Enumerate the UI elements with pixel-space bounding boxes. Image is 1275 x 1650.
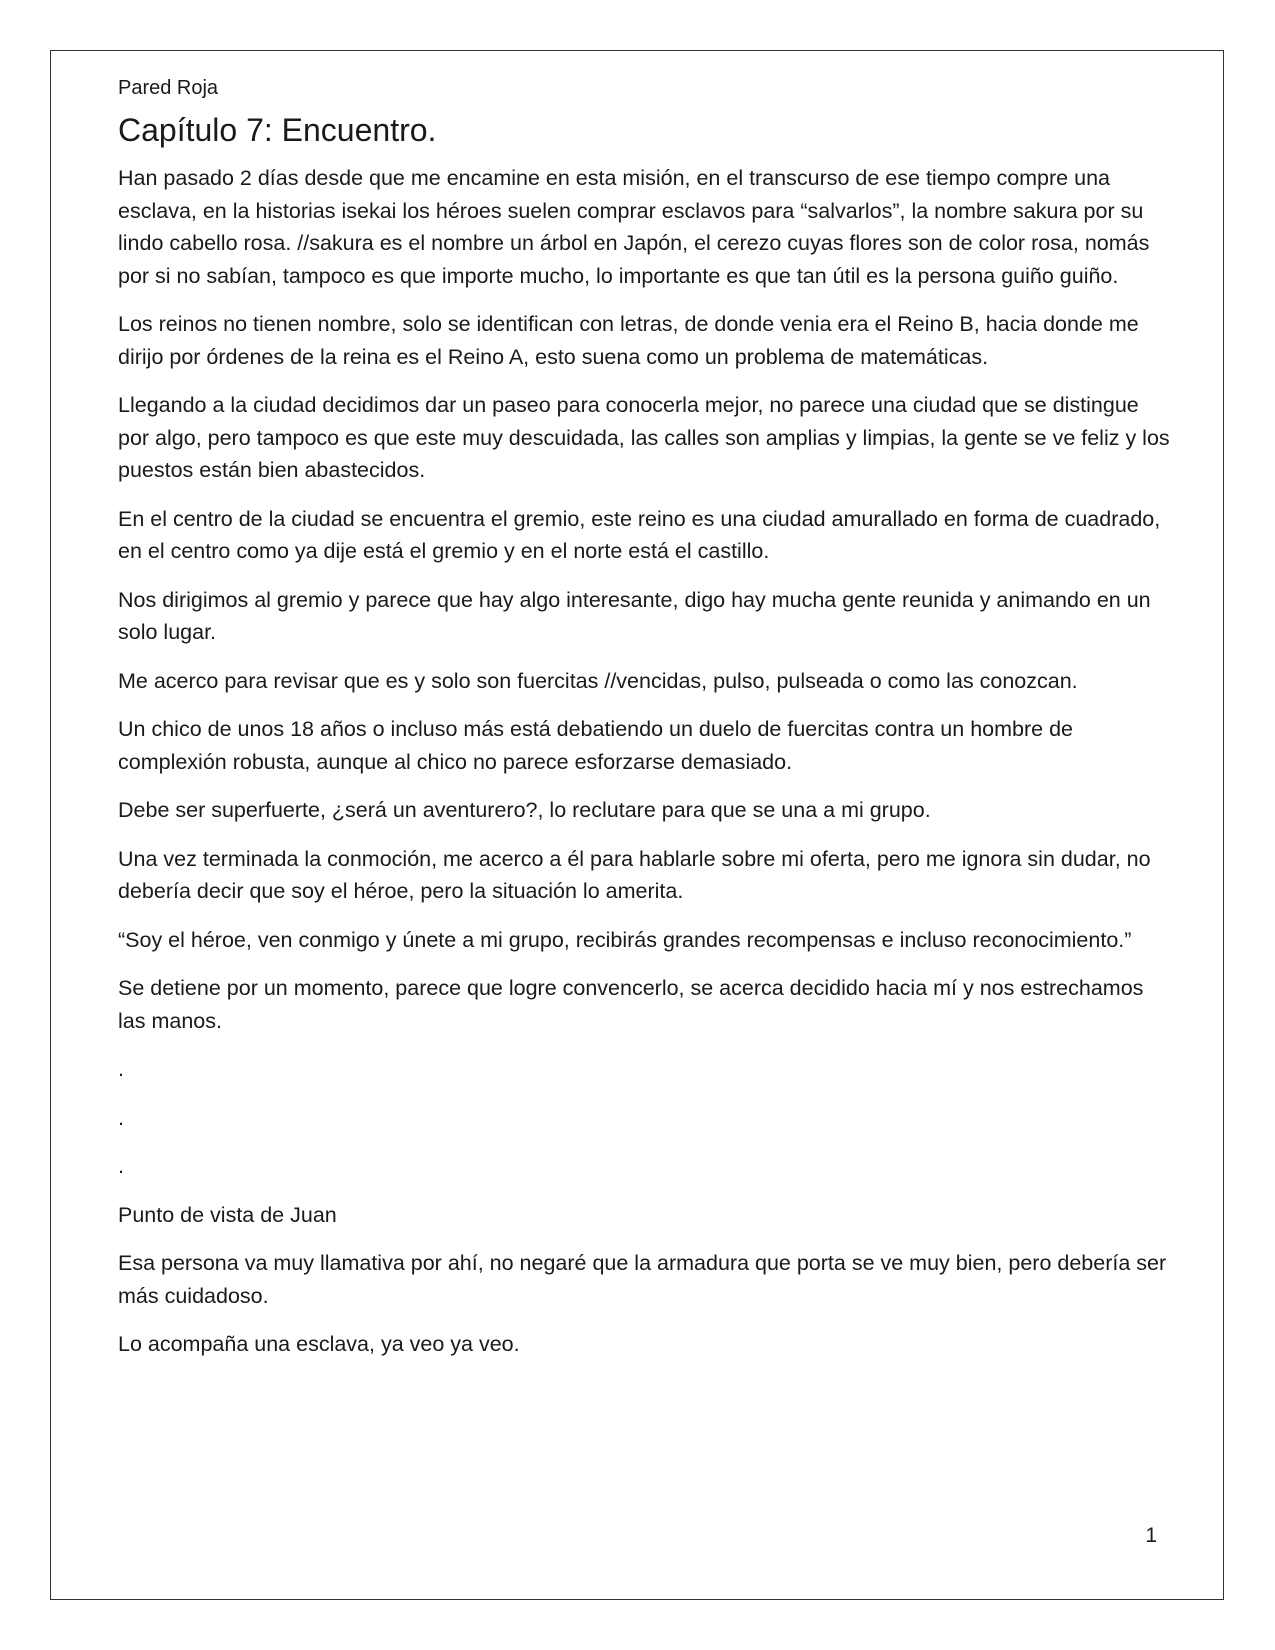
section-heading: Punto de vista de Juan (118, 1202, 337, 1227)
paragraph: Lo acompaña una esclava, ya veo ya veo. (118, 1332, 520, 1356)
paragraph: Un chico de unos 18 años o incluso más está debatiendo un duelo de fuercitas contra un hombre de complexión robusta, aunque al chico no parece esforzarse demasiado. (118, 717, 1073, 774)
separator-dot: . (118, 1057, 124, 1081)
paragraph: Llegando a la ciudad decidimos dar un paseo para conocerla mejor, no parece una ciudad que se distingue por algo, pero tampoco es que este muy descuidada, las calles son amplias y limpias, la gente se ve feliz y los puestos están bien abastecidos. (118, 393, 1170, 482)
separator-dot: . (118, 1105, 124, 1130)
paragraph: En el centro de la ciudad se encuentra el gremio, este reino es una ciudad amurallado en forma de cuadrado, en el centro como ya dije está el gremio y en el norte está el castillo. (118, 506, 1161, 563)
paragraph: “Soy el héroe, ven conmigo y únete a mi grupo, recibirás grandes recompensas e incluso reconocimiento.” (118, 927, 1132, 952)
paragraph: Esa persona va muy llamativa por ahí, no negaré que la armadura que porta se ve muy bien, pero debería ser más cuidadoso. (118, 1251, 1167, 1308)
paragraph: Han pasado 2 días desde que me encamine en esta misión, en el transcurso de ese tiempo compre una esclava, en la historias isekai los héroes suelen comprar esclavos para “salvarlos”, la nombre sakura por su lindo cabello rosa. //sakura es el nombre un árbol en Japón, el cerezo cuyas flores son de color rosa, nomás por si no sabían, tampoco es que importe mucho, lo importante es que tan útil es la persona guiño guiño. (118, 166, 1150, 288)
paragraph: Una vez terminada la conmoción, me acerco a él para hablarle sobre mi oferta, pero me ignora sin dudar, no debería decir que soy el héroe, pero la situación lo amerita. (118, 846, 1151, 903)
separator-dot: . (118, 1154, 124, 1178)
paragraph: Nos dirigimos al gremio y parece que hay algo interesante, digo hay mucha gente reunida y animando en un solo lugar. (118, 587, 1151, 644)
page-number: 1 (1145, 1524, 1157, 1547)
paragraph: Se detiene por un momento, parece que logre convencerlo, se acerca decidido hacia mí y nos estrechamos las manos. (118, 976, 1144, 1033)
scene-separator (118, 1053, 1170, 1183)
document-body (118, 74, 1170, 1377)
paragraph: Me acerco para revisar que es y solo son fuercitas //vencidas, pulso, pulseada o como las conozcan. (118, 668, 1078, 693)
chapter-title: Capítulo 7: Encuentro. (118, 112, 437, 148)
paragraph: Debe ser superfuerte, ¿será un aventurero?, lo reclutare para que se una a mi grupo. (118, 798, 931, 822)
document-header: Pared Roja (118, 77, 219, 99)
paragraph: Los reinos no tienen nombre, solo se identifican con letras, de donde venia era el Reino B, hacia donde me dirijo por órdenes de la reina es el Reino A, esto suena como un problema de matemáticas. (118, 312, 1139, 369)
